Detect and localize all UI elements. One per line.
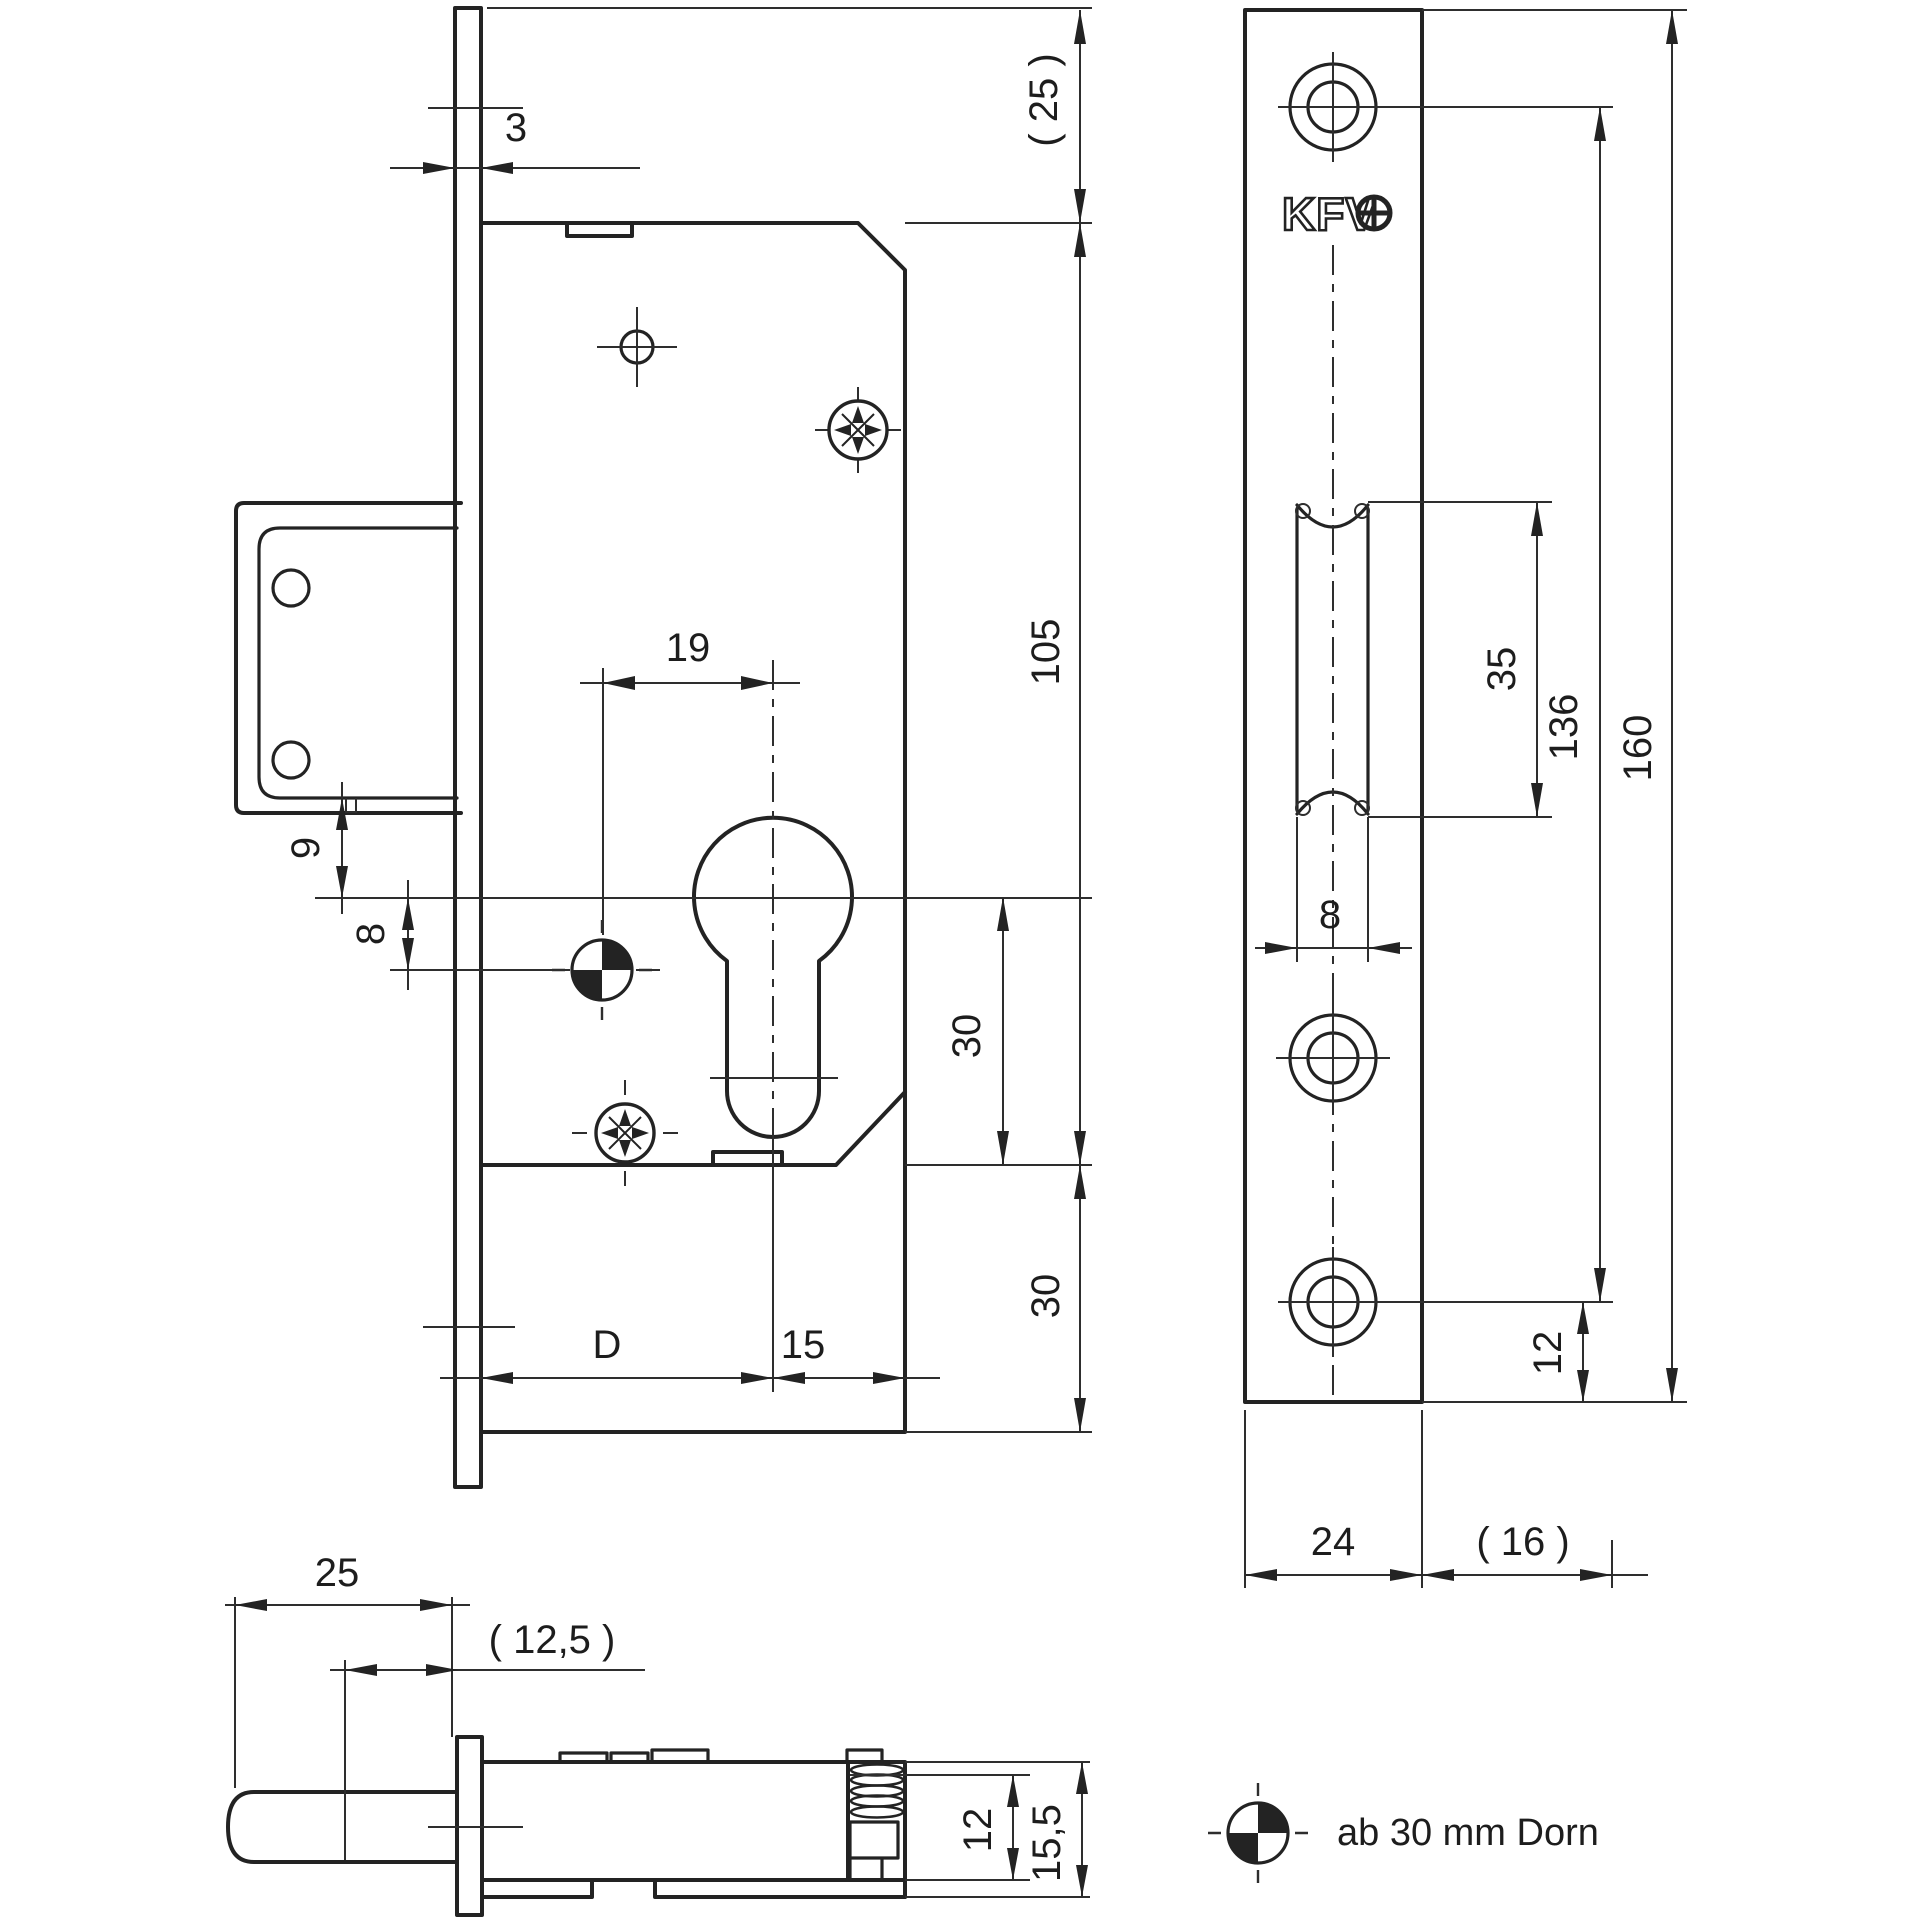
lock-case-front-view (236, 8, 1092, 1487)
spring-follower-blocks (850, 1822, 898, 1880)
dim-faceplate-thickness: 3 (504, 106, 528, 150)
strike-screw-hole-bottom (273, 742, 309, 778)
dim-lower-height: 30 (1024, 1273, 1068, 1319)
strike-box-outer (236, 503, 461, 813)
dim-hole-to-end: 12 (1526, 1330, 1570, 1376)
dim-hole-spacing: 136 (1542, 693, 1586, 761)
faceplate-dimension-arrows (1245, 10, 1678, 1581)
pozidriv-screw-icon-top (829, 401, 887, 459)
strike-screw-hole-top (273, 570, 309, 606)
dim-slot-width: 8 (1318, 893, 1342, 937)
spring-coil (851, 1765, 903, 1818)
legend (1208, 1783, 1599, 1883)
legend-centroid-icon (1208, 1783, 1308, 1883)
strike-box-inner (259, 528, 457, 798)
case-inner-bottom-edge (481, 1092, 905, 1165)
faceplate-edge-strip (455, 8, 481, 1487)
lock-case-side-view (225, 1551, 1090, 1915)
euro-cylinder-keyhole (694, 818, 852, 1137)
faceplate-front-view (1245, 10, 1687, 1588)
legend-dorn-note: ab 30 mm Dorn (1337, 1812, 1599, 1854)
dim-inner-thickness: 12 (956, 1807, 1000, 1853)
dim-edge-distance: 15 (780, 1323, 826, 1367)
pozidriv-screw-icon-bottom (596, 1104, 654, 1162)
dim-half-depth: ( 12,5 ) (488, 1618, 616, 1662)
kfv-logo-cross-circle-icon (1358, 197, 1390, 229)
side-body-outline (482, 1762, 905, 1897)
kfv-logo (1282, 188, 1390, 240)
dim-dorn-to-cylinder: 19 (665, 626, 711, 670)
dim-cylinder-drop: 30 (945, 1013, 989, 1059)
dim-backset: D (592, 1323, 622, 1367)
dim-strike-to-axis: 9 (284, 836, 328, 860)
dim-top-margin: ( 25 ) (1022, 53, 1066, 147)
dim-axis-offset: 8 (349, 922, 393, 946)
dim-case-height: 105 (1024, 618, 1068, 686)
side-body-bottom-plate (482, 1880, 905, 1897)
dim-faceplate-width: 24 (1310, 1520, 1356, 1564)
strike-box-slot (346, 798, 356, 812)
dim-total-thickness: 15,5 (1025, 1804, 1069, 1882)
latch-bolt-side (228, 1792, 457, 1862)
kfv-logo-text: KFV (1282, 188, 1377, 240)
dim-case-depth: 25 (314, 1551, 360, 1595)
dim-slot-height: 35 (1480, 646, 1524, 692)
dim-side-depth: ( 16 ) (1476, 1520, 1570, 1564)
dim-total-length: 160 (1616, 714, 1660, 782)
